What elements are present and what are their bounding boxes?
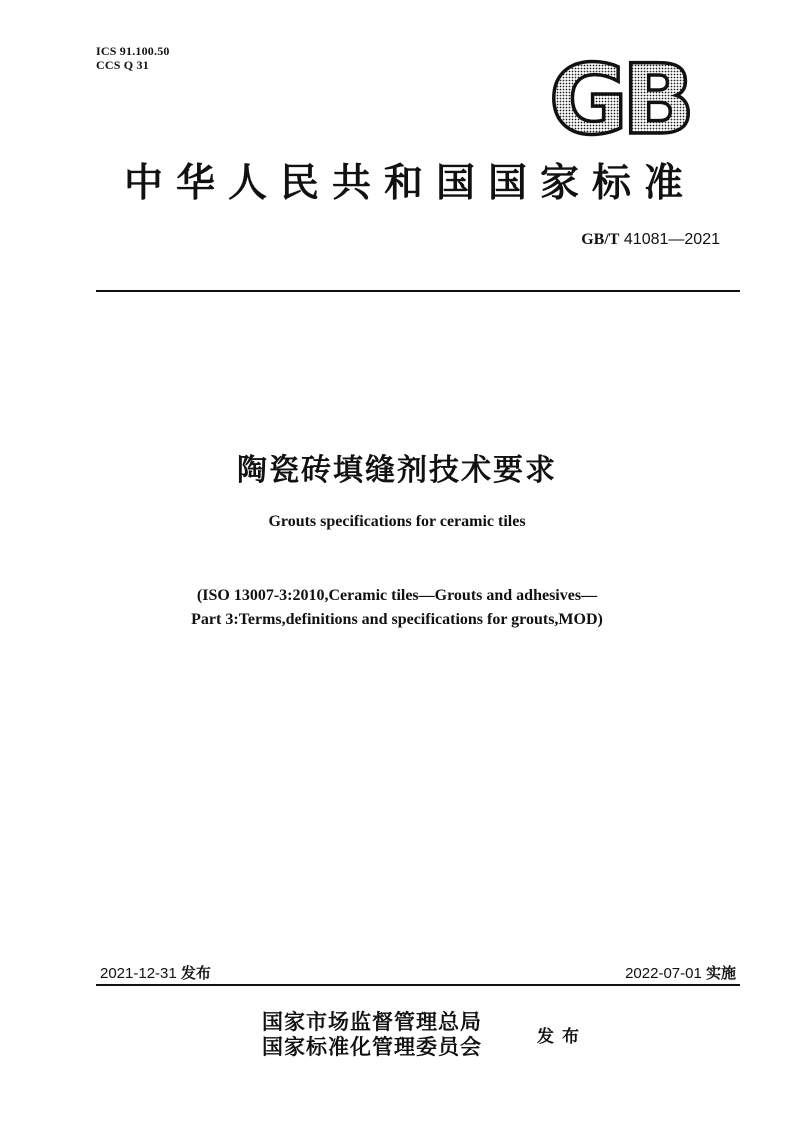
gb-logo-icon [538, 55, 700, 139]
gb-logo [538, 55, 700, 139]
publish-label: 发布 [537, 1027, 587, 1047]
standard-number-prefix: GB/T [581, 231, 620, 248]
implementation-date-label: 实施 [705, 964, 736, 982]
iso-reference [0, 584, 794, 632]
gb-logo-text: GB [549, 55, 689, 139]
ics-code: ICS 91.100.50 [96, 44, 170, 58]
standard-number-value: 41081—2021 [623, 231, 720, 248]
issuer-line-2: 国家标准化管理委员会 [262, 1034, 482, 1059]
ccs-code: CCS Q 31 [96, 58, 149, 72]
implementation-date [625, 962, 736, 983]
iso-reference-line-2: Part 3:Terms,definitions and specifications for grouts,MOD) [191, 611, 603, 628]
issue-date [100, 962, 211, 983]
iso-reference-line-1: (ISO 13007-3:2010,Ceramic tiles—Grouts and adhesives— [196, 587, 598, 604]
header-divider [96, 290, 740, 292]
issue-date-value: 2021-12-31 [100, 965, 177, 982]
standard-number [581, 231, 720, 249]
issuing-authorities [262, 1009, 482, 1059]
issue-date-label: 发布 [180, 964, 211, 982]
standard-category-title: 中华人民共和国国家标准 [123, 161, 696, 206]
chinese-title: 陶瓷砖填缝剂技术要求 [237, 453, 557, 488]
classification-codes [96, 44, 170, 72]
implementation-date-value: 2022-07-01 [625, 965, 702, 982]
english-title: Grouts specifications for ceramic tiles [268, 513, 526, 530]
footer-divider [96, 984, 740, 986]
issuer-line-1: 国家市场监督管理总局 [262, 1009, 482, 1034]
